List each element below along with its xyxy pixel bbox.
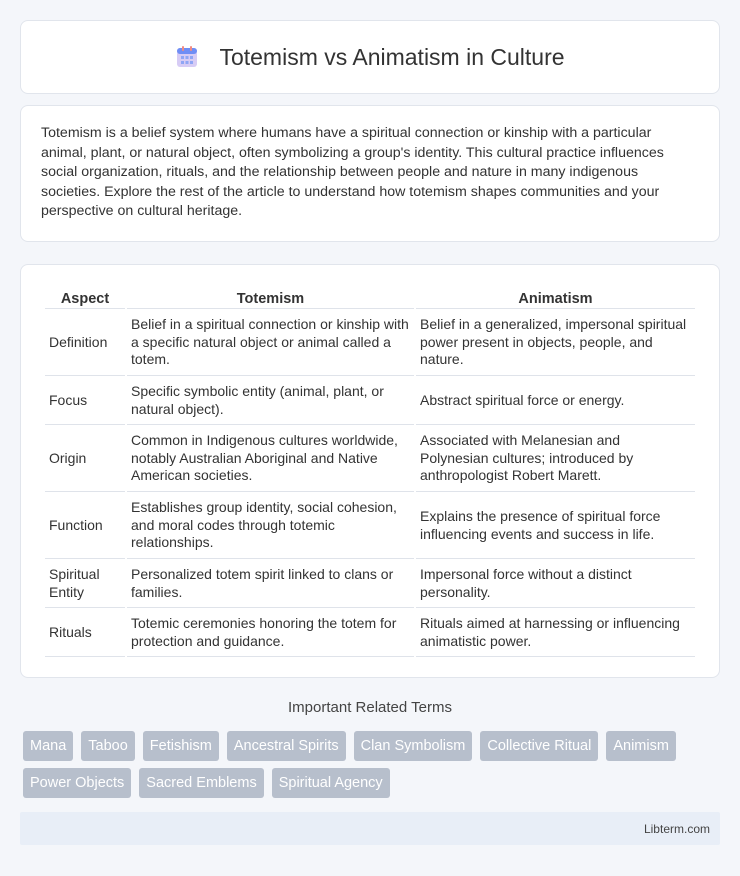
- animatism-cell: Associated with Melanesian and Polynesian cultures; introduced by anthropologist Robert Marett.: [416, 427, 695, 492]
- comparison-table: [43, 285, 697, 659]
- header-animatism: Animatism: [416, 287, 695, 309]
- table-row: [45, 561, 695, 608]
- totemism-cell: Specific symbolic entity (animal, plant, or natural object).: [127, 378, 414, 425]
- related-terms-list: [23, 731, 723, 805]
- tag-fetishism[interactable]: Fetishism: [143, 731, 219, 761]
- intro-card: [20, 105, 720, 242]
- tag-taboo[interactable]: Taboo: [81, 731, 135, 761]
- totemism-cell: Common in Indigenous cultures worldwide, notably Australian Aboriginal and Native American societies.: [127, 427, 414, 492]
- tag-collective-ritual[interactable]: Collective Ritual: [480, 731, 598, 761]
- aspect-cell: Origin: [45, 427, 125, 492]
- table-row: [45, 610, 695, 657]
- animatism-cell: Belief in a generalized, impersonal spiritual power present in objects, people, and nature.: [416, 311, 695, 376]
- table-row: [45, 311, 695, 376]
- page-title: Totemism vs Animatism in Culture: [219, 43, 565, 70]
- totemism-cell: Belief in a spiritual connection or kinship with a specific natural object or animal called a totem.: [127, 311, 414, 376]
- aspect-cell: Spiritual Entity: [45, 561, 125, 608]
- table-row: [45, 378, 695, 425]
- table-row: [45, 427, 695, 492]
- tag-sacred-emblems[interactable]: Sacred Emblems: [139, 768, 263, 798]
- tag-power-objects[interactable]: Power Objects: [23, 768, 131, 798]
- footer-site-link[interactable]: Libterm.com: [643, 822, 710, 836]
- title-card: [20, 20, 720, 94]
- tag-spiritual-agency[interactable]: Spiritual Agency: [272, 768, 390, 798]
- tag-ancestral-spirits[interactable]: Ancestral Spirits: [227, 731, 346, 761]
- animatism-cell: Rituals aimed at harnessing or influencing animatistic power.: [416, 610, 695, 657]
- aspect-cell: Rituals: [45, 610, 125, 657]
- table-header-row: [45, 287, 695, 309]
- animatism-cell: Abstract spiritual force or energy.: [416, 378, 695, 425]
- animatism-cell: Impersonal force without a distinct personality.: [416, 561, 695, 608]
- tag-clan-symbolism[interactable]: Clan Symbolism: [354, 731, 473, 761]
- related-terms-title: Important Related Terms: [288, 699, 452, 716]
- table-row: [45, 494, 695, 559]
- tag-mana[interactable]: Mana: [23, 731, 73, 761]
- totemism-cell: Personalized totem spirit linked to clans or families.: [127, 561, 414, 608]
- totemism-cell: Totemic ceremonies honoring the totem for protection and guidance.: [127, 610, 414, 657]
- totemism-cell: Establishes group identity, social cohesion, and moral codes through totemic relationships.: [127, 494, 414, 559]
- aspect-cell: Function: [45, 494, 125, 559]
- header-totemism: Totemism: [127, 287, 414, 309]
- aspect-cell: Definition: [45, 311, 125, 376]
- footer: [20, 812, 720, 845]
- animatism-cell: Explains the presence of spiritual force influencing events and success in life.: [416, 494, 695, 559]
- aspect-cell: Focus: [45, 378, 125, 425]
- comparison-table-card: [20, 264, 720, 678]
- header-aspect: Aspect: [45, 287, 125, 309]
- calendar-grid-icon: [175, 45, 199, 69]
- tag-animism[interactable]: Animism: [606, 731, 676, 761]
- intro-text: Totemism is a belief system where humans have a spiritual connection or kinship with a particular animal, plant, or natural object, often symbolizing a group's identity. This cultural practice influences social organization, rituals, and the relationship between people and nature in many indigenous societies. Explore the rest of the article to understand how totemism shapes communities and your perspective on cultural heritage.: [41, 125, 664, 219]
